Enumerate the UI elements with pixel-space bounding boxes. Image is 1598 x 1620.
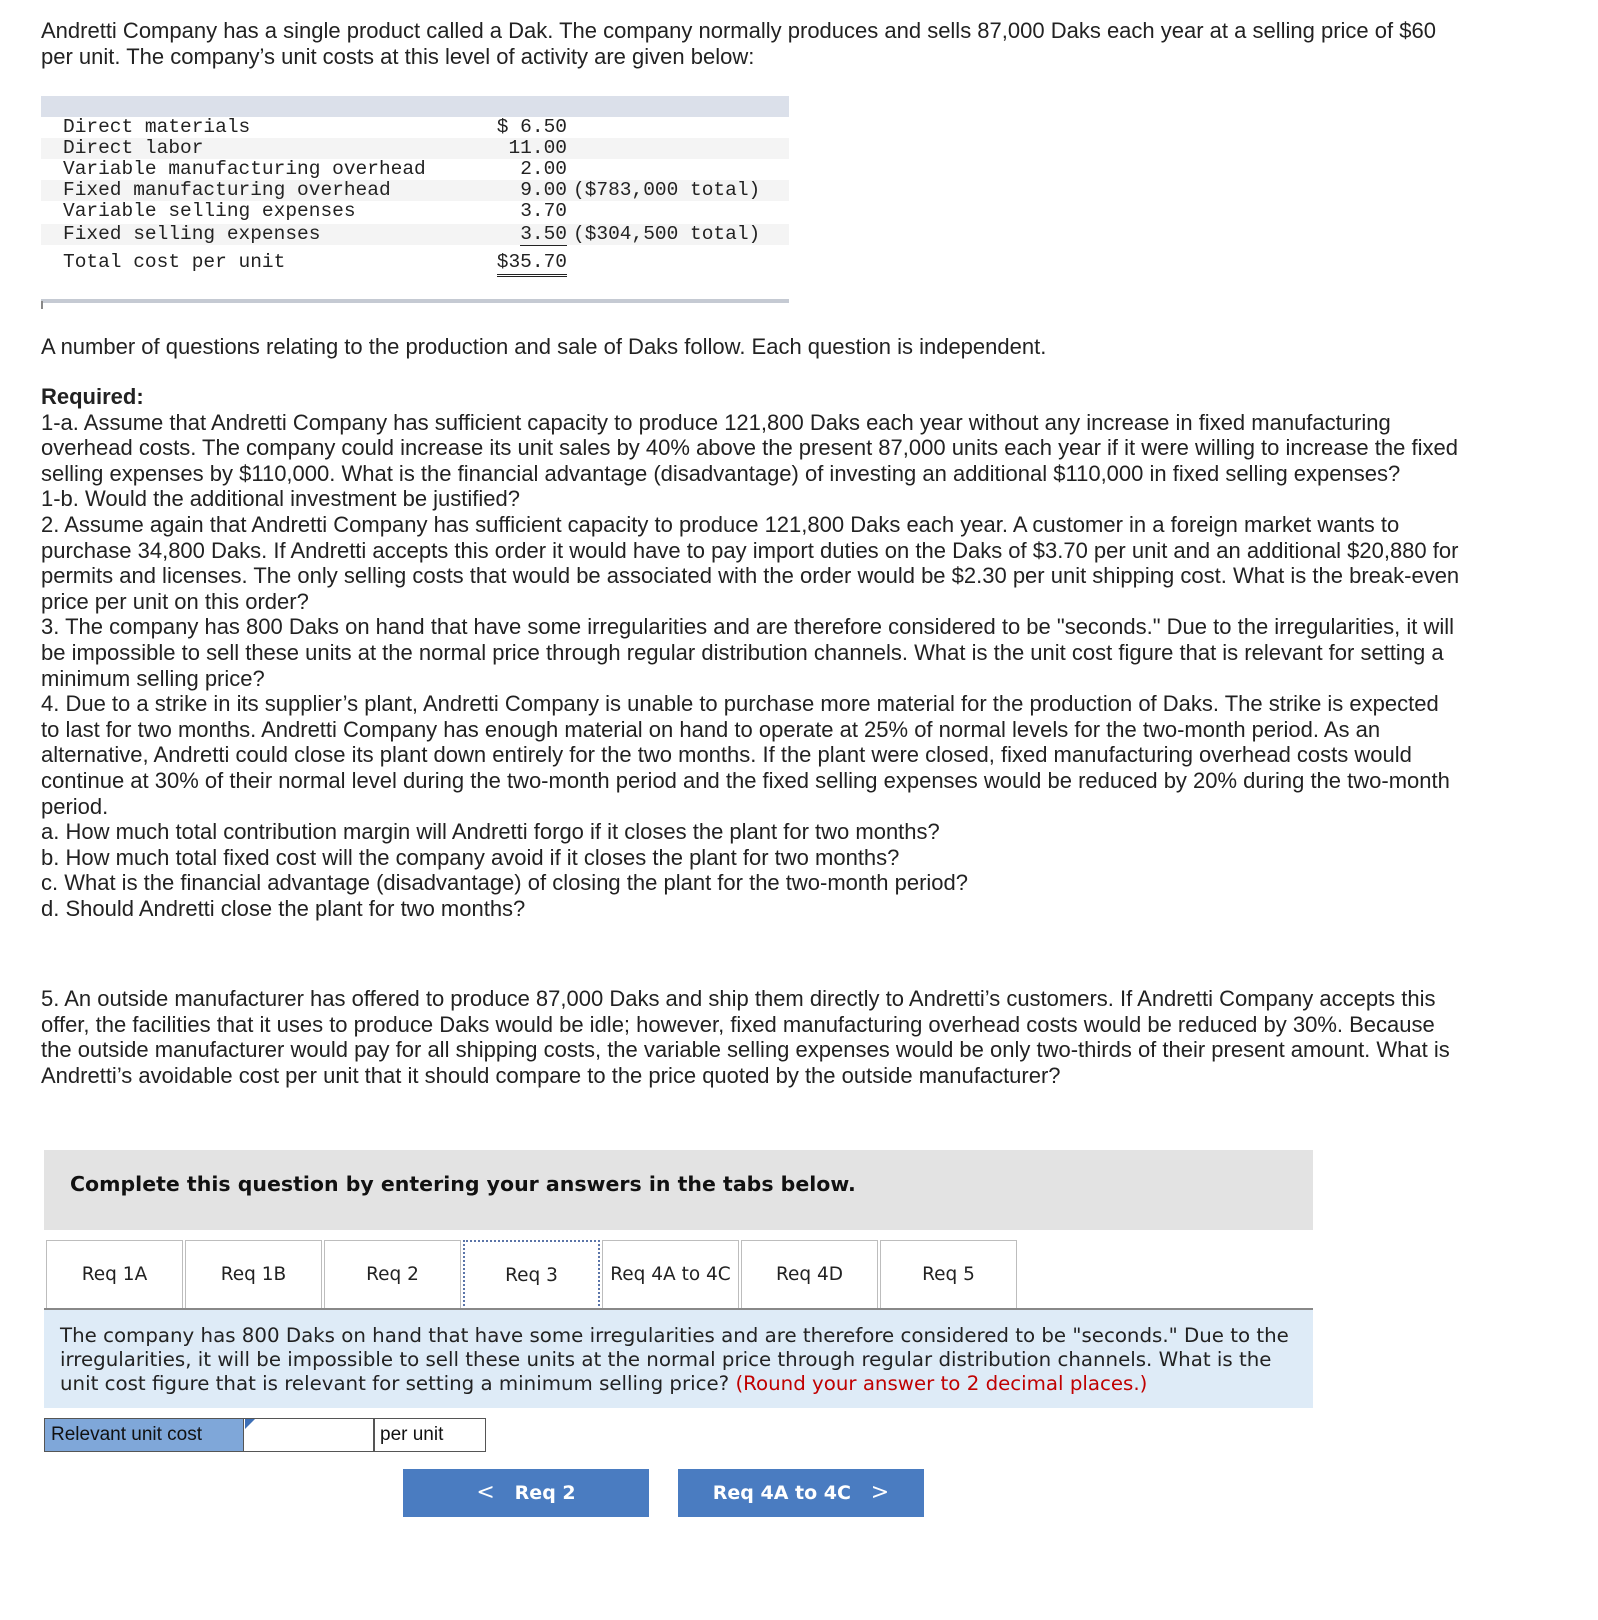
next-req-button[interactable] xyxy=(678,1469,924,1517)
instruction-bar xyxy=(44,1150,1313,1230)
input-flag-icon xyxy=(245,1419,255,1429)
chevron-left-icon: < xyxy=(476,1480,495,1505)
question-5-paragraph: 5. An outside manufacturer has offered to produce 87,000 Daks and ship them directly to Andretti’s customers. If Andretti Company accepts this offer, the facilities that it uses to produce Daks would be idle; however, fixed manufacturing overhead costs would be reduced by 30%. Because the outside manufacturer would pay for all shipping costs, the variable selling expenses would be only two-thirds of their present amount. What is Andretti’s avoidable cost per unit that it should compare to the price quoted by the outside manufacturer? xyxy=(41,986,1450,1088)
instruction-text: Complete this question by entering your answers in the tabs below. xyxy=(70,1172,856,1196)
row-amount: 3.50 xyxy=(520,223,567,245)
row-label: Direct labor xyxy=(63,137,204,159)
row-label: Variable manufacturing overhead xyxy=(63,158,426,180)
answer-label: Relevant unit cost xyxy=(44,1418,244,1452)
table-row xyxy=(41,159,789,180)
required-item: 3. The company has 800 Daks on hand that have some irregularities and are therefore considered to be "seconds." Due to the irregularities, it will be impossible to sell these units at the normal price through regular distribution channels. What is the unit cost figure that is relevant for setting a minimum selling price? xyxy=(41,614,1454,691)
question-body: The company has 800 Daks on hand that have some irregularities and are therefore considered to be "seconds." Due to the irregularities, it will be impossible to sell these units at the normal price through regular distribution channels. What is the unit cost figure that is relevant for setting a minimum selling price? xyxy=(60,1324,1289,1395)
tab-req-3[interactable]: Req 3 xyxy=(463,1240,600,1310)
table-total-row xyxy=(41,252,789,273)
tab-req-1b[interactable]: Req 1B xyxy=(185,1240,322,1308)
question-text xyxy=(60,1324,1290,1396)
row-amount: 11.00 xyxy=(508,137,567,159)
row-amount: $ 6.50 xyxy=(496,116,567,138)
required-item: 1-a. Assume that Andretti Company has sufficient capacity to produce 121,800 Daks each year without any increase in fixed manufacturing overhead costs. The company could increase its unit sales by 40% above the present 87,000 units each year if it were willing to increase the fixed selling expenses by $110,000. What is the financial advantage (disadvantage) of investing an additional $110,000 in fixed selling expenses? xyxy=(41,409,1458,486)
unit-cost-table xyxy=(41,96,789,309)
row-label: Fixed selling expenses xyxy=(63,223,321,245)
table-row xyxy=(41,201,789,222)
answer-unit-label: per unit xyxy=(374,1418,486,1452)
required-item: a. How much total contribution margin will Andretti forgo if it closes the plant for two months? xyxy=(41,819,940,845)
required-section xyxy=(41,384,1461,921)
required-item: c. What is the financial advantage (disadvantage) of closing the plant for the two-month period? xyxy=(41,870,968,896)
table-row xyxy=(41,117,789,138)
tab-req-5[interactable]: Req 5 xyxy=(880,1240,1017,1308)
tab-req-2[interactable]: Req 2 xyxy=(324,1240,461,1308)
required-item: 1-b. Would the additional investment be justified? xyxy=(41,486,520,512)
rounding-hint: (Round your answer to 2 decimal places.) xyxy=(735,1372,1148,1395)
tab-req-4d[interactable]: Req 4D xyxy=(741,1240,878,1308)
chevron-right-icon: > xyxy=(870,1480,890,1505)
required-item: 4. Due to a strike in its supplier’s plant, Andretti Company is unable to purchase more material for the production of Daks. The strike is expected to last for two months. Andretti Company has enough material on hand to operate at 25% of normal levels for the two-month period. As an alternative, Andretti could close its plant down entirely for the two months. If the plant were closed, fixed manufacturing overhead costs would continue at 30% of their normal level during the two-month period and the fixed selling expenses would be reduced by 20% during the two-month period. xyxy=(41,691,1450,819)
total-amount: $35.70 xyxy=(497,252,567,277)
next-button-label: Req 4A to 4C xyxy=(712,1482,851,1504)
prev-req-button[interactable] xyxy=(403,1469,649,1517)
required-item: 2. Assume again that Andretti Company has sufficient capacity to produce 121,800 Daks each year. A customer in a foreign market wants to purchase 34,800 Daks. If Andretti accepts this order it would have to pay import duties on the Daks of $3.70 per unit and an additional $20,880 for permits and licenses. The only selling costs that would be associated with the order would be $2.30 per unit shipping cost. What is the break-even price per unit on this order? xyxy=(41,511,1460,614)
intro-paragraph: Andretti Company has a single product called a Dak. The company normally produces and sells 87,000 Daks each year at a selling price of $60 per unit. The company’s unit costs at this level of activity are given below: xyxy=(41,18,1436,69)
table-footer-edge xyxy=(41,301,43,309)
tab-req-1a[interactable]: Req 1A xyxy=(46,1240,183,1308)
question-panel xyxy=(44,1310,1313,1408)
total-label: Total cost per unit xyxy=(63,251,286,273)
required-item: d. Should Andretti close the plant for two months? xyxy=(41,895,526,921)
tab-req-4a-to-4c[interactable]: Req 4A to 4C xyxy=(602,1240,739,1308)
table-row xyxy=(41,180,789,201)
required-title: Required: xyxy=(41,384,144,409)
relevant-unit-cost-input[interactable] xyxy=(244,1418,374,1452)
prev-button-label: Req 2 xyxy=(514,1482,576,1504)
row-amount: 3.70 xyxy=(520,200,567,222)
row-label: Variable selling expenses xyxy=(63,200,356,222)
row-amount: 2.00 xyxy=(520,158,567,180)
table-header-band xyxy=(41,96,789,117)
row-label: Fixed manufacturing overhead xyxy=(63,179,391,201)
table-row xyxy=(41,138,789,159)
row-amount: 9.00 xyxy=(520,179,567,201)
requirement-tabs xyxy=(44,1240,1313,1310)
row-note: ($304,500 total) xyxy=(573,223,761,245)
row-label: Direct materials xyxy=(63,116,251,138)
followup-paragraph: A number of questions relating to the production and sale of Daks follow. Each question is independent. xyxy=(41,334,1047,359)
row-note: ($783,000 total) xyxy=(573,179,761,201)
table-footer-band xyxy=(41,299,789,303)
required-item: b. How much total fixed cost will the company avoid if it closes the plant for two months? xyxy=(41,844,900,870)
table-row xyxy=(41,224,789,245)
